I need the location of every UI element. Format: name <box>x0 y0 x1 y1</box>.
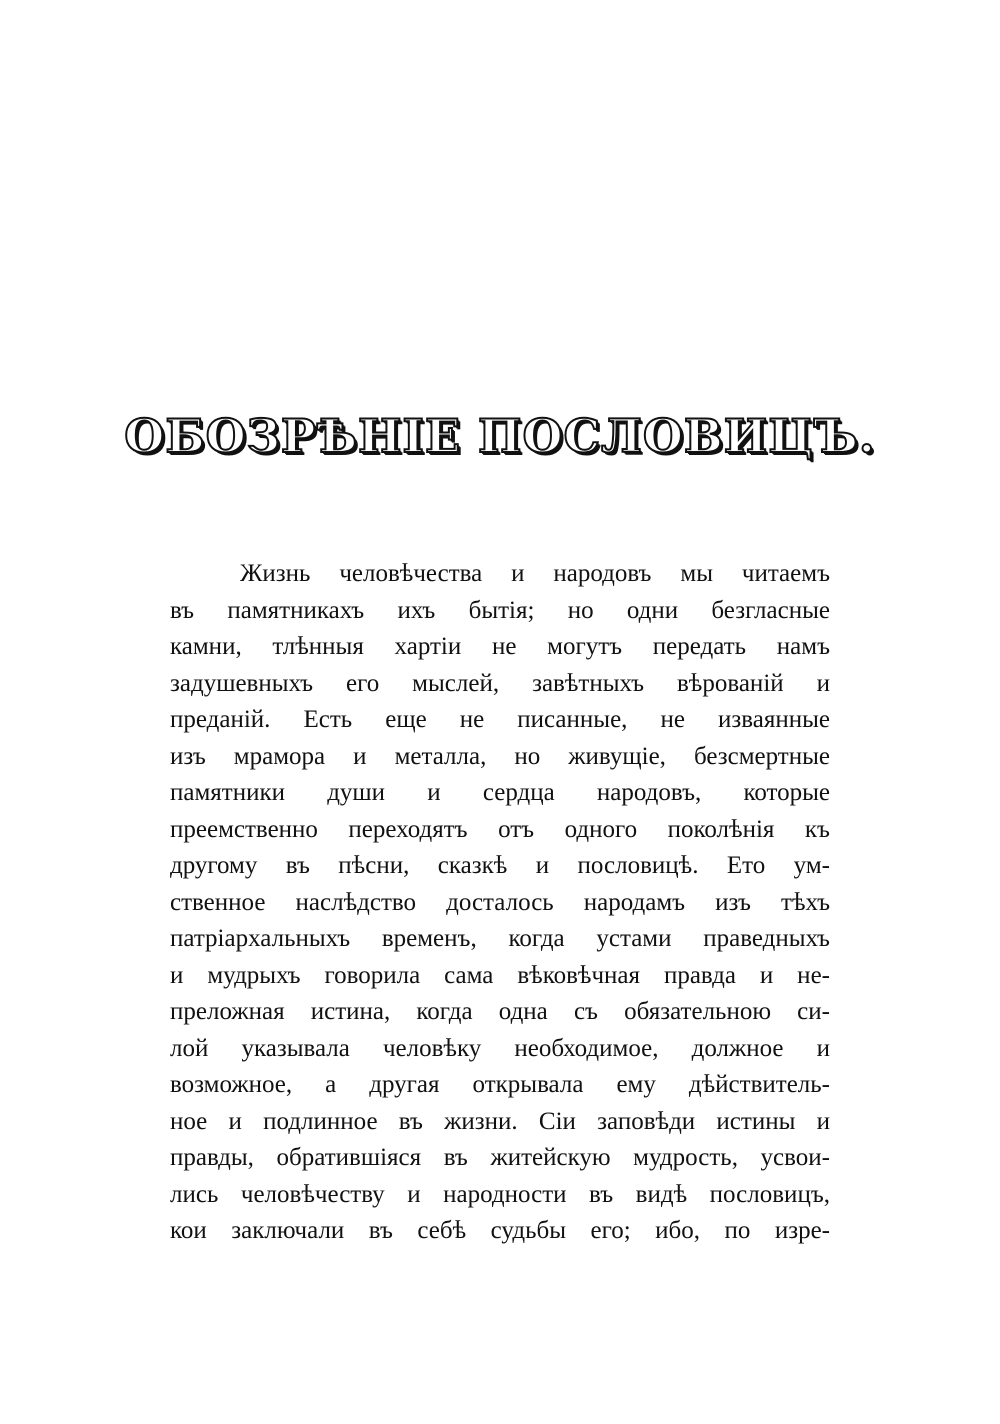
chapter-title: ОБОЗРѢНІЕ ПОСЛОВИЦЪ. <box>124 409 876 463</box>
text-line: изъ мрамора и металла, но живущіе, безсмертные <box>170 742 830 770</box>
text-line: въ памятникахъ ихъ бытія; но одни безгласные <box>170 596 830 624</box>
text-line: лой указывала человѣку необходимое, должное и <box>170 1034 830 1062</box>
text-line: правды, обратившіяся въ житейскую мудрость, усвои- <box>170 1144 830 1171</box>
text-line: памятники души и сердца народовъ, которые <box>170 779 830 806</box>
body-paragraph <box>170 556 830 1250</box>
text-line: преданій. Есть еще не писанные, не изваянные <box>170 706 830 733</box>
text-line: камни, тлѣнныя хартіи не могутъ передать намъ <box>170 633 830 660</box>
text-line: преемственно переходятъ отъ одного поколѣнія къ <box>170 815 830 843</box>
text-line: другому въ пѣсни, сказкѣ и пословицѣ. Ето ум- <box>170 852 830 879</box>
text-line: ное и подлинное въ жизни. Сіи заповѣди истины и <box>170 1107 830 1135</box>
text-line: ственное наслѣдство досталось народамъ изъ тѣхъ <box>170 888 830 916</box>
text-line: Жизнь человѣчества и народовъ мы читаемъ <box>240 560 830 587</box>
text-line: преложная истина, когда одна съ обязательною си- <box>170 998 830 1025</box>
text-line: возможное, а другая открывала ему дѣйствитель- <box>170 1071 830 1098</box>
text-line: патріархальныхъ временъ, когда устами праведныхъ <box>170 925 830 952</box>
text-line: и мудрыхъ говорила сама вѣковѣчная правда и не- <box>170 961 830 989</box>
text-line: кои заключали въ себѣ судьбы его; ибо, по изре- <box>170 1217 830 1244</box>
text-line: задушевныхъ его мыслей, завѣтныхъ вѣрованій и <box>170 669 830 697</box>
text-line: лись человѣчеству и народности въ видѣ пословицъ, <box>170 1180 830 1208</box>
